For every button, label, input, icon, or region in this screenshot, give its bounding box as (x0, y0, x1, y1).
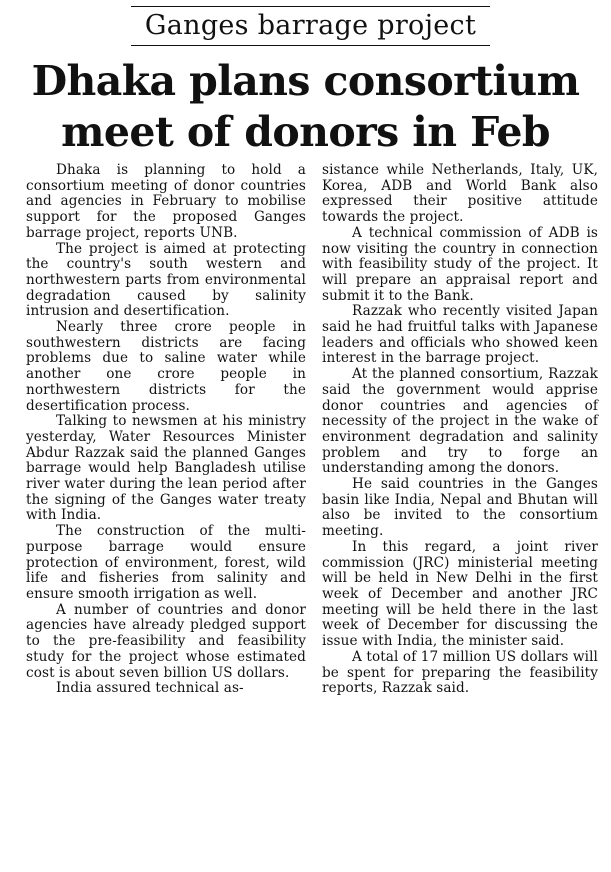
article-headline (0, 56, 611, 158)
paragraph: Dhaka is planning to hold a consortium meeting of donor countries and agencies in February to mobilise support for the proposed Ganges barrage project, reports UNB. (26, 162, 306, 241)
paragraph: In this regard, a joint river commission (JRC) ministerial meeting will be held in New Delhi in the first week of December and another JRC meeting will be held there in the last week of December for discussing the issue with India, the minister said. (322, 538, 598, 650)
paragraph: A number of countries and donor agencies have already pledged support to the pre-feasibility and feasibility study for the project whose estimated cost is about seven billion US dollars. (26, 601, 306, 681)
paragraph: Razzak who recently visited Japan said he had fruitful talks with Japanese leaders and officials who showed keen interest in the barrage project. (322, 303, 598, 367)
headline-line-2: meet of donors in Feb (61, 108, 550, 156)
paragraph-continuation: sistance while Netherlands, Italy, UK, Korea, ADB and World Bank also expressed their positive attitude towards the project. (322, 162, 598, 226)
paragraph: The project is aimed at protecting the country's south western and northwestern parts from environmental degradation caused by salinity intrusion and desertification. (26, 240, 306, 320)
kicker-container (0, 6, 611, 46)
paragraph: Talking to newsmen at his ministry yesterday, Water Resources Minister Abdur Razzak said the planned Ganges barrage would help Bangladesh utilise river water during the lean period after the signing of the Ganges water treaty with India. (26, 413, 306, 524)
paragraph: The construction of the multi-purpose barrage would ensure protection of environment, forest, wild life and fisheries from salinity and ensure smooth irrigation as well. (26, 523, 306, 602)
right-column (322, 163, 598, 697)
paragraph: At the planned consortium, Razzak said the government would apprise donor countries and agencies of necessity of the project in the wake of environment degradation and salinity problem and try to forge an understanding among the donors. (322, 366, 598, 477)
article-kicker: Ganges barrage project (131, 6, 490, 46)
paragraph: Nearly three crore people in southwestern districts are facing problems due to saline water while another one crore people in northwestern districts for the desertification process. (26, 319, 306, 414)
headline-line-1: Dhaka plans consortium (31, 57, 580, 105)
paragraph: India assured technical as- (56, 680, 244, 697)
paragraph: He said countries in the Ganges basin like India, Nepal and Bhutan will also be invited to the consortium meeting. (322, 476, 598, 540)
paragraph: A technical commission of ADB is now visiting the country in connection with feasibility study of the project. It will prepare an appraisal report and submit it to the Bank. (322, 224, 598, 304)
left-column (26, 163, 306, 697)
paragraph: A total of 17 million US dollars will be spent for preparing the feasibility reports, Razzak said. (322, 648, 598, 697)
